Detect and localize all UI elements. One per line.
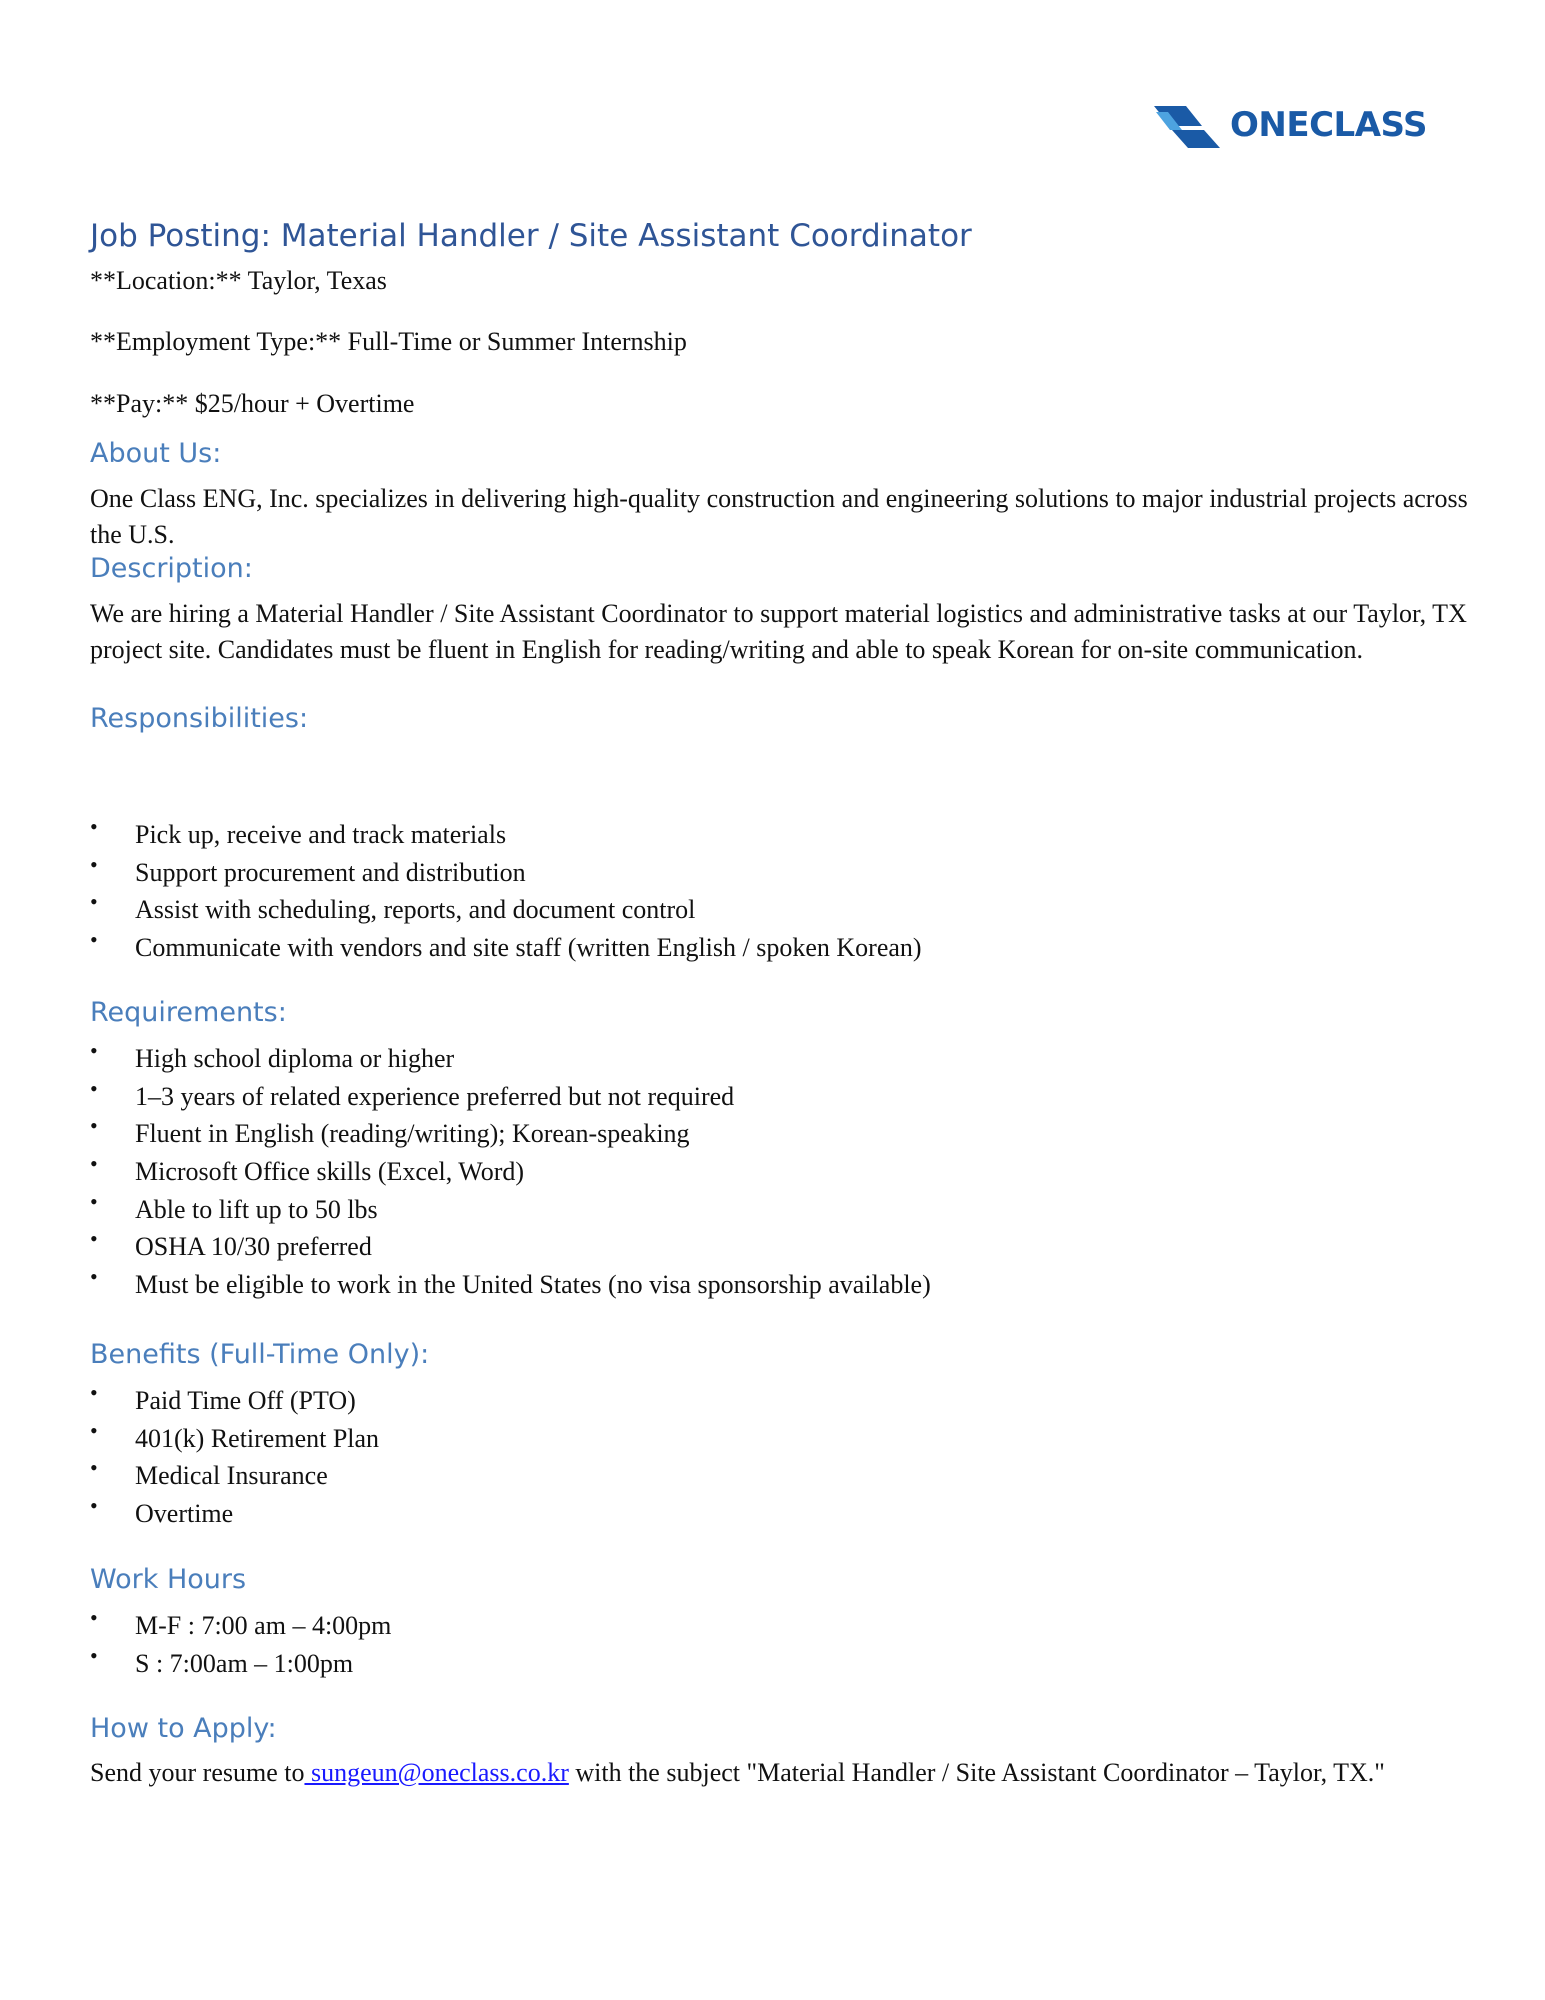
apply-text [90,1755,1480,1791]
page-title: Job Posting: Material Handler / Site Assistant Coordinator [90,218,972,254]
bullet: • [90,1264,98,1290]
bullet: • [90,1417,98,1443]
bullet: • [90,889,98,915]
bullet: • [90,1075,98,1101]
list-item: • Paid Time Off (PTO) [90,1382,379,1420]
company-logo [1152,100,1427,150]
list-item: • Support procurement and distribution [90,854,922,892]
responsibilities-heading: Responsibilities: [90,703,309,734]
responsibilities-list [90,816,922,967]
about-text: One Class ENG, Inc. specializes in delivering high-quality construction and engineering solutions to major industrial projects across the U.S. [90,484,1468,549]
oneclass-logo-icon [1152,100,1222,150]
about-heading: About Us: [90,438,222,469]
description-text: We are hiring a Material Handler / Site Assistant Coordinator to support material logistics and administrative tasks at our Taylor, TX project site. Candidates must be fluent in English for reading/writing and able to speak Korean for on-site communication. [90,599,1467,664]
bullet: • [90,814,98,839]
list-item: • Overtime [90,1495,379,1533]
apply-email-link[interactable]: sungeun@oneclass.co.kr [304,1758,569,1787]
list-item: • Must be eligible to work in the United States (no visa sponsorship available) [90,1266,931,1304]
list-item: • M-F : 7:00 am – 4:00pm [90,1607,391,1645]
list-item: • High school diploma or higher [90,1040,931,1078]
bullet: • [90,1113,98,1139]
work-hours-heading: Work Hours [90,1564,247,1595]
list-item: • Able to lift up to 50 lbs [90,1191,931,1229]
bullet: • [90,1188,98,1214]
work-hours-list [90,1607,391,1682]
location-field: **Location:** Taylor, Texas [90,266,387,295]
requirements-heading: Requirements: [90,997,287,1028]
list-item: • Fluent in English (reading/writing); Korean-speaking [90,1115,931,1153]
list-item: • 401(k) Retirement Plan [90,1420,379,1458]
bullet: • [90,851,98,877]
pay-field: **Pay:** $25/hour + Overtime [90,389,415,418]
list-item: • 1–3 years of related experience preferred but not required [90,1078,931,1116]
bullet: • [90,1038,98,1063]
benefits-list [90,1382,379,1533]
apply-suffix: with the subject "Material Handler / Site Assistant Coordinator – Taylor, TX." [568,1758,1385,1787]
list-item: • Medical Insurance [90,1457,379,1495]
bullet: • [90,1380,98,1405]
bullet: • [90,1605,98,1630]
list-item: • Pick up, receive and track materials [90,816,922,854]
requirements-list [90,1040,931,1304]
employment-type-field: **Employment Type:** Full-Time or Summer Internship [90,327,687,356]
list-item: • OSHA 10/30 preferred [90,1228,931,1266]
apply-prefix: Send your resume to [90,1758,305,1787]
bullet: • [90,927,98,953]
list-item: • Communicate with vendors and site staff (written English / spoken Korean) [90,929,922,967]
bullet: • [90,1493,98,1519]
list-item: • Assist with scheduling, reports, and document control [90,891,922,929]
bullet: • [90,1226,98,1252]
how-to-apply-heading: How to Apply: [90,1713,277,1744]
bullet: • [90,1455,98,1481]
list-item: • S : 7:00am – 1:00pm [90,1645,391,1683]
logo-text: ONECLASS [1230,105,1427,145]
list-item: • Microsoft Office skills (Excel, Word) [90,1153,931,1191]
bullet: • [90,1151,98,1177]
benefits-heading: Benefits (Full-Time Only): [90,1339,430,1370]
bullet: • [90,1642,98,1668]
description-heading: Description: [90,553,253,584]
